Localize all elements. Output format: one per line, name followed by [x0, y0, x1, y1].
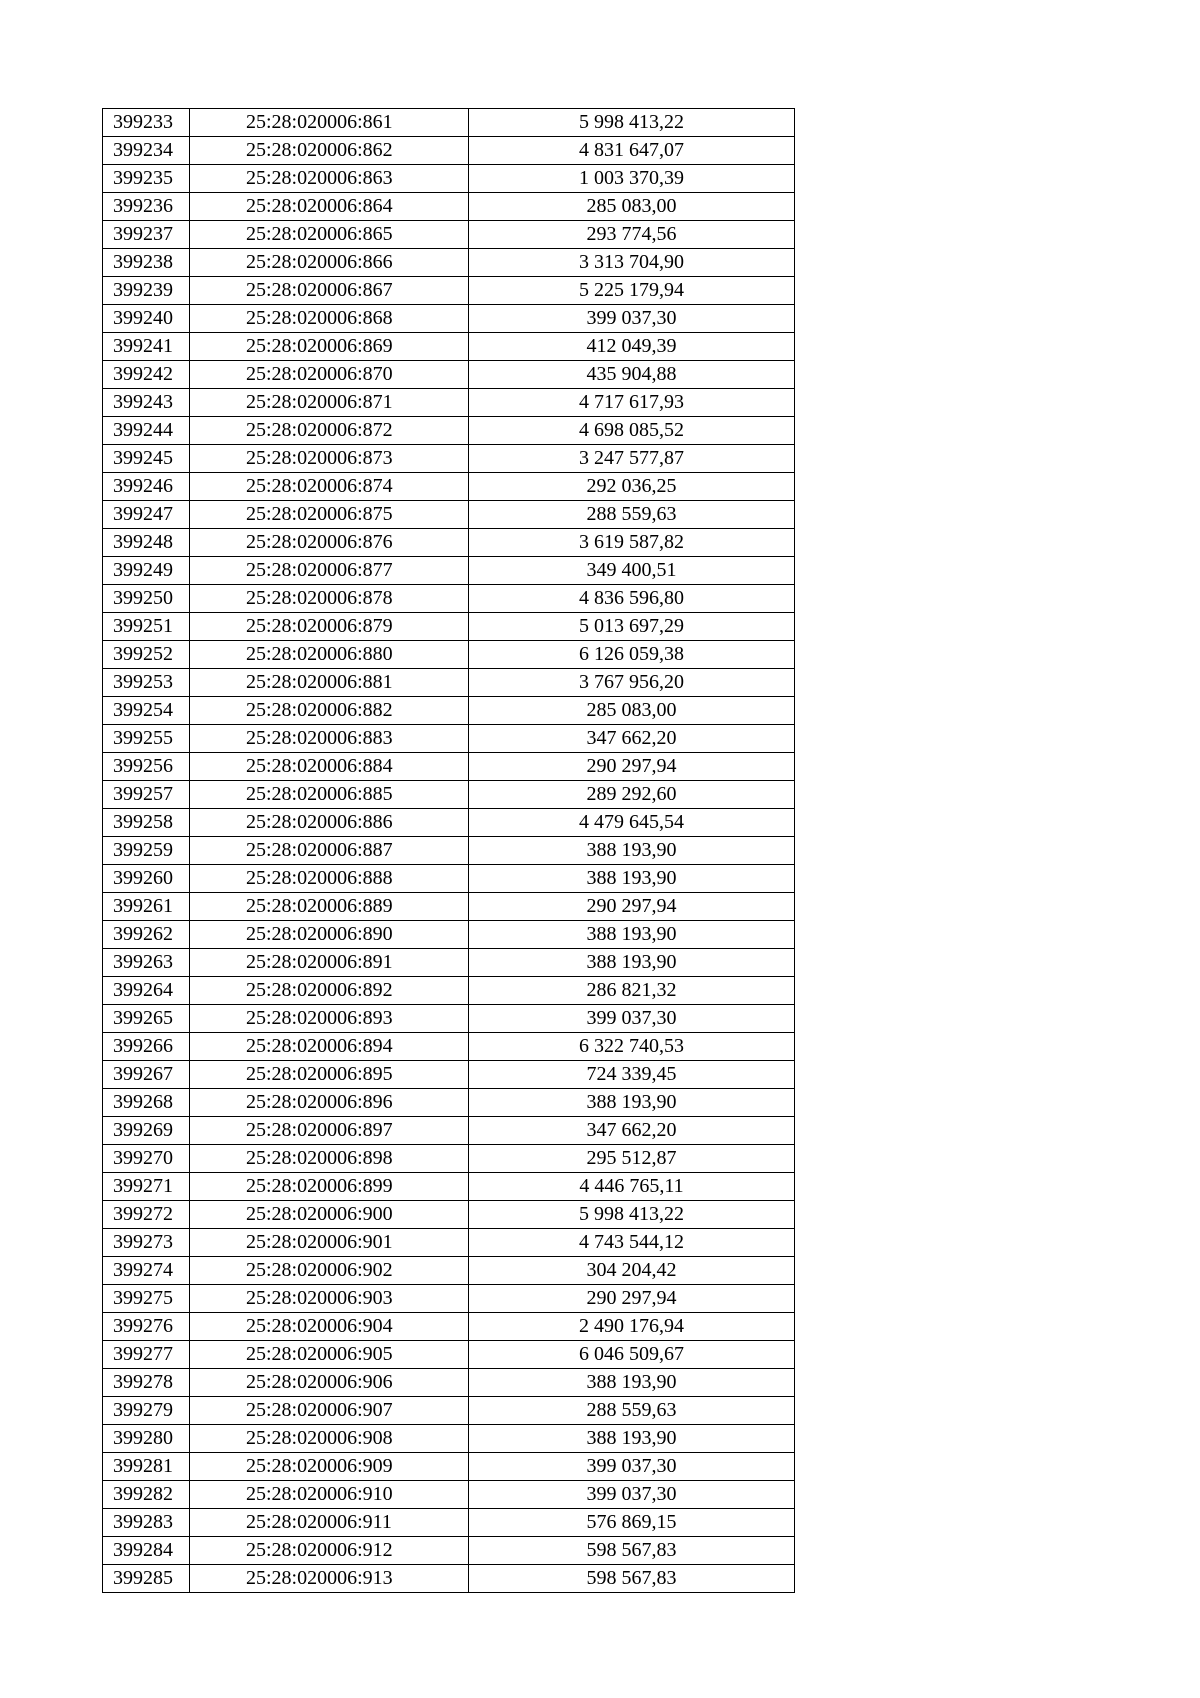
- cadastral-number-cell: 25:28:020006:889: [190, 893, 469, 921]
- table-row: [103, 445, 795, 473]
- row-number-cell: 399278: [103, 1369, 190, 1397]
- row-number-cell: 399235: [103, 165, 190, 193]
- cadastral-value-cell: 4 446 765,11: [469, 1173, 795, 1201]
- row-number-cell: 399233: [103, 109, 190, 137]
- cadastral-number-cell: 25:28:020006:879: [190, 613, 469, 641]
- row-number-cell: 399270: [103, 1145, 190, 1173]
- table-row: [103, 1229, 795, 1257]
- table-row: [103, 585, 795, 613]
- cadastral-value-cell: 4 479 645,54: [469, 809, 795, 837]
- table-row: [103, 333, 795, 361]
- table-row: [103, 697, 795, 725]
- row-number-cell: 399280: [103, 1425, 190, 1453]
- table-row: [103, 1145, 795, 1173]
- row-number-cell: 399248: [103, 529, 190, 557]
- table-row: [103, 1341, 795, 1369]
- table-row: [103, 305, 795, 333]
- cadastral-number-cell: 25:28:020006:895: [190, 1061, 469, 1089]
- table-row: [103, 193, 795, 221]
- cadastral-number-cell: 25:28:020006:863: [190, 165, 469, 193]
- table-row: [103, 893, 795, 921]
- cadastral-value-cell: 388 193,90: [469, 949, 795, 977]
- cadastral-value-cell: 347 662,20: [469, 725, 795, 753]
- row-number-cell: 399256: [103, 753, 190, 781]
- row-number-cell: 399269: [103, 1117, 190, 1145]
- cadastral-value-cell: 292 036,25: [469, 473, 795, 501]
- cadastral-number-cell: 25:28:020006:887: [190, 837, 469, 865]
- table-row: [103, 1509, 795, 1537]
- row-number-cell: 399246: [103, 473, 190, 501]
- row-number-cell: 399257: [103, 781, 190, 809]
- cadastral-number-cell: 25:28:020006:869: [190, 333, 469, 361]
- row-number-cell: 399244: [103, 417, 190, 445]
- row-number-cell: 399273: [103, 1229, 190, 1257]
- cadastral-number-cell: 25:28:020006:883: [190, 725, 469, 753]
- cadastral-value-cell: 399 037,30: [469, 1005, 795, 1033]
- table-row: [103, 221, 795, 249]
- cadastral-value-cell: 576 869,15: [469, 1509, 795, 1537]
- table-row: [103, 781, 795, 809]
- cadastral-number-cell: 25:28:020006:913: [190, 1565, 469, 1593]
- row-number-cell: 399242: [103, 361, 190, 389]
- cadastral-value-cell: 290 297,94: [469, 893, 795, 921]
- cadastral-number-cell: 25:28:020006:906: [190, 1369, 469, 1397]
- cadastral-number-cell: 25:28:020006:873: [190, 445, 469, 473]
- row-number-cell: 399264: [103, 977, 190, 1005]
- cadastral-number-cell: 25:28:020006:875: [190, 501, 469, 529]
- cadastral-value-cell: 3 767 956,20: [469, 669, 795, 697]
- row-number-cell: 399265: [103, 1005, 190, 1033]
- cadastral-number-cell: 25:28:020006:870: [190, 361, 469, 389]
- cadastral-value-cell: 388 193,90: [469, 865, 795, 893]
- cadastral-value-cell: 435 904,88: [469, 361, 795, 389]
- table-row: [103, 1005, 795, 1033]
- cadastral-value-cell: 288 559,63: [469, 501, 795, 529]
- cadastral-number-cell: 25:28:020006:911: [190, 1509, 469, 1537]
- cadastral-value-cell: 4 717 617,93: [469, 389, 795, 417]
- cadastral-value-cell: 4 836 596,80: [469, 585, 795, 613]
- cadastral-value-cell: 290 297,94: [469, 753, 795, 781]
- table-row: [103, 165, 795, 193]
- row-number-cell: 399249: [103, 557, 190, 585]
- row-number-cell: 399271: [103, 1173, 190, 1201]
- row-number-cell: 399284: [103, 1537, 190, 1565]
- table-row: [103, 669, 795, 697]
- row-number-cell: 399277: [103, 1341, 190, 1369]
- table-row: [103, 865, 795, 893]
- row-number-cell: 399266: [103, 1033, 190, 1061]
- table-row: [103, 1453, 795, 1481]
- cadastral-number-cell: 25:28:020006:897: [190, 1117, 469, 1145]
- cadastral-value-cell: 290 297,94: [469, 1285, 795, 1313]
- row-number-cell: 399245: [103, 445, 190, 473]
- row-number-cell: 399241: [103, 333, 190, 361]
- cadastral-number-cell: 25:28:020006:904: [190, 1313, 469, 1341]
- cadastral-number-cell: 25:28:020006:899: [190, 1173, 469, 1201]
- cadastral-value-cell: 388 193,90: [469, 1369, 795, 1397]
- cadastral-number-cell: 25:28:020006:905: [190, 1341, 469, 1369]
- table-row: [103, 1369, 795, 1397]
- cadastral-number-cell: 25:28:020006:893: [190, 1005, 469, 1033]
- table-row: [103, 1285, 795, 1313]
- cadastral-value-cell: 285 083,00: [469, 193, 795, 221]
- cadastral-number-cell: 25:28:020006:864: [190, 193, 469, 221]
- cadastral-number-cell: 25:28:020006:867: [190, 277, 469, 305]
- table-row: [103, 1425, 795, 1453]
- row-number-cell: 399279: [103, 1397, 190, 1425]
- table-row: [103, 1537, 795, 1565]
- cadastral-number-cell: 25:28:020006:871: [190, 389, 469, 417]
- row-number-cell: 399250: [103, 585, 190, 613]
- cadastral-value-cell: 399 037,30: [469, 1481, 795, 1509]
- table-row: [103, 1061, 795, 1089]
- table-row: [103, 1173, 795, 1201]
- table-row: [103, 137, 795, 165]
- table-row: [103, 109, 795, 137]
- cadastral-value-cell: 3 619 587,82: [469, 529, 795, 557]
- cadastral-number-cell: 25:28:020006:884: [190, 753, 469, 781]
- table-body: [103, 109, 795, 1593]
- row-number-cell: 399260: [103, 865, 190, 893]
- cadastral-number-cell: 25:28:020006:868: [190, 305, 469, 333]
- cadastral-number-cell: 25:28:020006:877: [190, 557, 469, 585]
- cadastral-number-cell: 25:28:020006:866: [190, 249, 469, 277]
- cadastral-number-cell: 25:28:020006:892: [190, 977, 469, 1005]
- cadastral-value-cell: 598 567,83: [469, 1565, 795, 1593]
- cadastral-number-cell: 25:28:020006:900: [190, 1201, 469, 1229]
- cadastral-value-cell: 304 204,42: [469, 1257, 795, 1285]
- cadastral-value-cell: 399 037,30: [469, 305, 795, 333]
- row-number-cell: 399243: [103, 389, 190, 417]
- cadastral-number-cell: 25:28:020006:910: [190, 1481, 469, 1509]
- row-number-cell: 399276: [103, 1313, 190, 1341]
- table-row: [103, 389, 795, 417]
- table-row: [103, 809, 795, 837]
- row-number-cell: 399272: [103, 1201, 190, 1229]
- row-number-cell: 399247: [103, 501, 190, 529]
- cadastral-number-cell: 25:28:020006:903: [190, 1285, 469, 1313]
- row-number-cell: 399263: [103, 949, 190, 977]
- cadastral-value-cell: 349 400,51: [469, 557, 795, 585]
- row-number-cell: 399236: [103, 193, 190, 221]
- cadastral-number-cell: 25:28:020006:872: [190, 417, 469, 445]
- table-row: [103, 837, 795, 865]
- table-row: [103, 1397, 795, 1425]
- table-row: [103, 529, 795, 557]
- cadastral-value-cell: 4 831 647,07: [469, 137, 795, 165]
- row-number-cell: 399285: [103, 1565, 190, 1593]
- table-row: [103, 977, 795, 1005]
- cadastral-value-cell: 5 998 413,22: [469, 1201, 795, 1229]
- table-row: [103, 501, 795, 529]
- cadastral-value-cell: 724 339,45: [469, 1061, 795, 1089]
- cadastral-value-cell: 2 490 176,94: [469, 1313, 795, 1341]
- table-row: [103, 473, 795, 501]
- cadastral-value-cell: 6 126 059,38: [469, 641, 795, 669]
- row-number-cell: 399275: [103, 1285, 190, 1313]
- table-row: [103, 1117, 795, 1145]
- row-number-cell: 399259: [103, 837, 190, 865]
- cadastral-number-cell: 25:28:020006:896: [190, 1089, 469, 1117]
- row-number-cell: 399274: [103, 1257, 190, 1285]
- table-row: [103, 361, 795, 389]
- cadastral-value-cell: 399 037,30: [469, 1453, 795, 1481]
- cadastral-number-cell: 25:28:020006:891: [190, 949, 469, 977]
- row-number-cell: 399258: [103, 809, 190, 837]
- cadastral-number-cell: 25:28:020006:880: [190, 641, 469, 669]
- cadastral-number-cell: 25:28:020006:901: [190, 1229, 469, 1257]
- cadastral-value-cell: 388 193,90: [469, 921, 795, 949]
- cadastral-number-cell: 25:28:020006:909: [190, 1453, 469, 1481]
- row-number-cell: 399240: [103, 305, 190, 333]
- cadastral-number-cell: 25:28:020006:902: [190, 1257, 469, 1285]
- cadastral-value-cell: 1 003 370,39: [469, 165, 795, 193]
- cadastral-value-cell: 3 313 704,90: [469, 249, 795, 277]
- row-number-cell: 399262: [103, 921, 190, 949]
- cadastral-number-cell: 25:28:020006:862: [190, 137, 469, 165]
- cadastral-value-table: [102, 108, 795, 1593]
- cadastral-number-cell: 25:28:020006:874: [190, 473, 469, 501]
- cadastral-value-cell: 3 247 577,87: [469, 445, 795, 473]
- table-row: [103, 949, 795, 977]
- cadastral-value-cell: 388 193,90: [469, 837, 795, 865]
- cadastral-value-cell: 347 662,20: [469, 1117, 795, 1145]
- cadastral-value-cell: 293 774,56: [469, 221, 795, 249]
- row-number-cell: 399252: [103, 641, 190, 669]
- cadastral-number-cell: 25:28:020006:907: [190, 1397, 469, 1425]
- cadastral-number-cell: 25:28:020006:878: [190, 585, 469, 613]
- cadastral-value-cell: 598 567,83: [469, 1537, 795, 1565]
- cadastral-value-cell: 295 512,87: [469, 1145, 795, 1173]
- cadastral-number-cell: 25:28:020006:886: [190, 809, 469, 837]
- cadastral-value-cell: 289 292,60: [469, 781, 795, 809]
- table-row: [103, 1257, 795, 1285]
- cadastral-value-cell: 388 193,90: [469, 1089, 795, 1117]
- cadastral-number-cell: 25:28:020006:885: [190, 781, 469, 809]
- table-row: [103, 1201, 795, 1229]
- row-number-cell: 399239: [103, 277, 190, 305]
- cadastral-number-cell: 25:28:020006:881: [190, 669, 469, 697]
- cadastral-number-cell: 25:28:020006:890: [190, 921, 469, 949]
- row-number-cell: 399251: [103, 613, 190, 641]
- cadastral-value-cell: 388 193,90: [469, 1425, 795, 1453]
- cadastral-number-cell: 25:28:020006:882: [190, 697, 469, 725]
- cadastral-value-cell: 286 821,32: [469, 977, 795, 1005]
- table-row: [103, 557, 795, 585]
- table-row: [103, 641, 795, 669]
- row-number-cell: 399283: [103, 1509, 190, 1537]
- cadastral-value-cell: 412 049,39: [469, 333, 795, 361]
- cadastral-value-cell: 4 743 544,12: [469, 1229, 795, 1257]
- row-number-cell: 399268: [103, 1089, 190, 1117]
- table-row: [103, 417, 795, 445]
- row-number-cell: 399255: [103, 725, 190, 753]
- row-number-cell: 399237: [103, 221, 190, 249]
- cadastral-value-cell: 6 046 509,67: [469, 1341, 795, 1369]
- cadastral-number-cell: 25:28:020006:908: [190, 1425, 469, 1453]
- row-number-cell: 399267: [103, 1061, 190, 1089]
- table-row: [103, 1481, 795, 1509]
- cadastral-value-cell: 6 322 740,53: [469, 1033, 795, 1061]
- table-row: [103, 277, 795, 305]
- cadastral-value-cell: 5 225 179,94: [469, 277, 795, 305]
- cadastral-value-cell: 4 698 085,52: [469, 417, 795, 445]
- row-number-cell: 399238: [103, 249, 190, 277]
- row-number-cell: 399282: [103, 1481, 190, 1509]
- row-number-cell: 399234: [103, 137, 190, 165]
- table-row: [103, 921, 795, 949]
- table-row: [103, 249, 795, 277]
- table-row: [103, 753, 795, 781]
- row-number-cell: 399261: [103, 893, 190, 921]
- row-number-cell: 399253: [103, 669, 190, 697]
- cadastral-number-cell: 25:28:020006:876: [190, 529, 469, 557]
- table-row: [103, 613, 795, 641]
- cadastral-number-cell: 25:28:020006:912: [190, 1537, 469, 1565]
- row-number-cell: 399254: [103, 697, 190, 725]
- cadastral-number-cell: 25:28:020006:894: [190, 1033, 469, 1061]
- row-number-cell: 399281: [103, 1453, 190, 1481]
- table-row: [103, 1313, 795, 1341]
- cadastral-value-cell: 288 559,63: [469, 1397, 795, 1425]
- cadastral-value-cell: 5 998 413,22: [469, 109, 795, 137]
- table-row: [103, 725, 795, 753]
- cadastral-number-cell: 25:28:020006:865: [190, 221, 469, 249]
- cadastral-value-cell: 285 083,00: [469, 697, 795, 725]
- cadastral-value-cell: 5 013 697,29: [469, 613, 795, 641]
- table-row: [103, 1089, 795, 1117]
- cadastral-number-cell: 25:28:020006:898: [190, 1145, 469, 1173]
- table-row: [103, 1565, 795, 1593]
- cadastral-number-cell: 25:28:020006:861: [190, 109, 469, 137]
- cadastral-number-cell: 25:28:020006:888: [190, 865, 469, 893]
- table-row: [103, 1033, 795, 1061]
